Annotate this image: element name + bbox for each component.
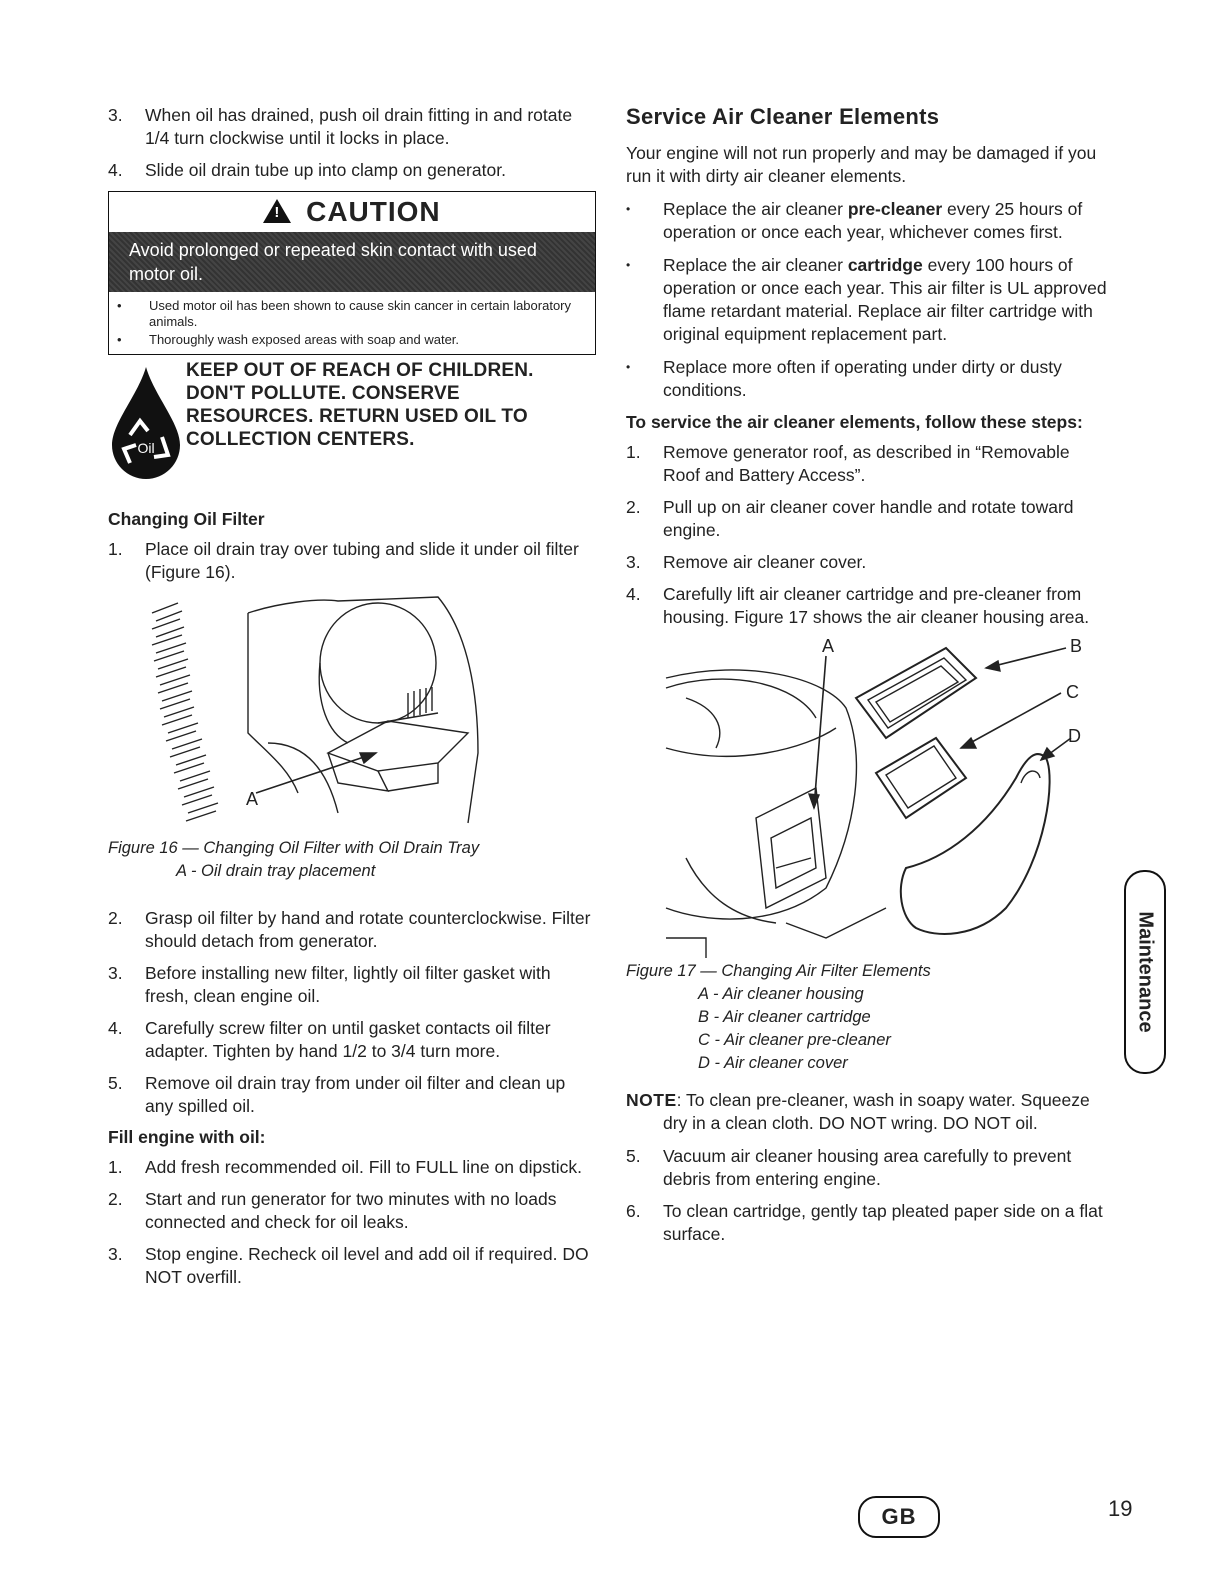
list-item: 3. Before installing new filter, lightly oil filter gasket with fresh, clean engine oil.	[108, 963, 551, 1006]
caution-band: Avoid prolonged or repeated skin contact with used motor oil.	[109, 232, 595, 292]
fill-steps	[108, 1156, 596, 1289]
air-cleaner-steps-after	[626, 1145, 1110, 1246]
list-item: • Replace the air cleaner cartridge every 100 hours of operation or once each year. This air filter is UL approved flame retardant material. Replace air filter cartridge with original equipment replacement part.	[626, 254, 1110, 346]
warning-icon: !	[263, 199, 291, 223]
figure-16-caption: Figure 16 — Changing Oil Filter with Oil Drain Tray	[108, 839, 480, 857]
list-item: 4. Slide oil drain tube up into clamp on generator.	[108, 160, 506, 180]
filter-steps	[108, 907, 596, 1118]
figure-17-legend-c: C - Air cleaner pre-cleaner	[698, 1031, 891, 1049]
list-item: • Replace the air cleaner pre-cleaner every 25 hours of operation or once each year, whichever comes first.	[626, 198, 1110, 244]
filter-step-1	[108, 538, 596, 584]
keep-out-text: KEEP OUT OF REACH OF CHILDREN. DON'T POLLUTE. CONSERVE RESOURCES. RETURN USED OIL TO COLLECTION CENTERS.	[186, 360, 534, 450]
list-item: • Used motor oil has been shown to cause skin cancer in certain laboratory animals.	[117, 298, 587, 330]
service-bullets	[626, 198, 1110, 402]
caution-list	[109, 292, 595, 354]
fill-engine-heading: Fill engine with oil:	[108, 1127, 266, 1147]
list-item: 3. Remove air cleaner cover.	[626, 552, 867, 572]
caution-header: ! CAUTION	[109, 192, 595, 232]
left-column	[108, 104, 596, 1298]
steps-heading: To service the air cleaner elements, follow these steps:	[626, 412, 1083, 432]
oil-recycle-icon	[108, 365, 184, 483]
intro-paragraph: Your engine will not run properly and may be damaged if you run it with dirty air cleaner elements.	[626, 143, 1097, 186]
oil-filter-illustration	[138, 593, 518, 833]
figure-17-label-a: A	[822, 638, 835, 656]
page-number: 19	[1108, 1496, 1133, 1521]
figure-16	[108, 593, 596, 883]
list-item: 6. To clean cartridge, gently tap pleated paper side on a flat surface.	[626, 1201, 1103, 1244]
maintenance-side-tab: Maintenance	[1124, 870, 1166, 1074]
svg-text:Oil: Oil	[137, 440, 155, 456]
caution-box	[108, 191, 596, 355]
figure-16-legend: A - Oil drain tray placement	[176, 862, 376, 880]
list-item: 1. Place oil drain tray over tubing and slide it under oil filter (Figure 16).	[108, 539, 579, 582]
changing-oil-filter-heading: Changing Oil Filter	[108, 509, 265, 529]
figure-17-legend-d: D - Air cleaner cover	[698, 1054, 848, 1072]
list-item: 4. Carefully lift air cleaner cartridge and pre-cleaner from housing. Figure 17 shows the air cleaner housing area.	[626, 584, 1090, 627]
figure-17-legend-b: B - Air cleaner cartridge	[698, 1008, 871, 1026]
note-paragraph: NOTE: To clean pre-cleaner, wash in soapy water. Squeeze dry in a clean cloth. DO NOT wring. DO NOT oil.	[626, 1090, 1090, 1133]
list-item: 3. When oil has drained, push oil drain fitting in and rotate 1/4 turn clockwise until it locks in place.	[108, 105, 573, 148]
figure-16-label-a: A	[246, 789, 259, 809]
oil-drain-steps	[108, 104, 596, 182]
region-badge: GB	[858, 1496, 940, 1538]
list-item: • Replace more often if operating under dirty or dusty conditions.	[626, 356, 1110, 402]
keep-out-notice	[108, 359, 596, 489]
figure-17-label-c: C	[1066, 682, 1079, 702]
list-item: 1. Add fresh recommended oil. Fill to FULL line on dipstick.	[108, 1157, 583, 1177]
list-item: 2. Grasp oil filter by hand and rotate counterclockwise. Filter should detach from generator.	[108, 908, 591, 951]
figure-17-label-b: B	[1070, 638, 1083, 656]
section-title: Service Air Cleaner Elements	[626, 104, 940, 129]
list-item: 5. Vacuum air cleaner housing area carefully to prevent debris from entering engine.	[626, 1146, 1072, 1189]
list-item: 3. Stop engine. Recheck oil level and add oil if required. DO NOT overfill.	[108, 1244, 589, 1287]
figure-17-legend-a: A - Air cleaner housing	[698, 985, 864, 1003]
list-item: 5. Remove oil drain tray from under oil filter and clean up any spilled oil.	[108, 1073, 566, 1116]
figure-17-caption: Figure 17 — Changing Air Filter Elements	[626, 962, 931, 980]
list-item: 2. Start and run generator for two minutes with no loads connected and check for oil leaks.	[108, 1189, 557, 1232]
right-column	[626, 104, 1110, 1255]
air-cleaner-steps	[626, 441, 1110, 629]
list-item: 1. Remove generator roof, as described in “Removable Roof and Battery Access”.	[626, 442, 1070, 485]
list-item: 2. Pull up on air cleaner cover handle and rotate toward engine.	[626, 497, 1074, 540]
air-cleaner-illustration	[626, 638, 1110, 958]
list-item: • Thoroughly wash exposed areas with soap and water.	[117, 332, 587, 348]
list-item: 4. Carefully screw filter on until gasket contacts oil filter adapter. Tighten by hand 1/2 to 3/4 turn more.	[108, 1018, 551, 1061]
figure-17	[626, 638, 1110, 1075]
figure-17-label-d: D	[1068, 726, 1081, 746]
